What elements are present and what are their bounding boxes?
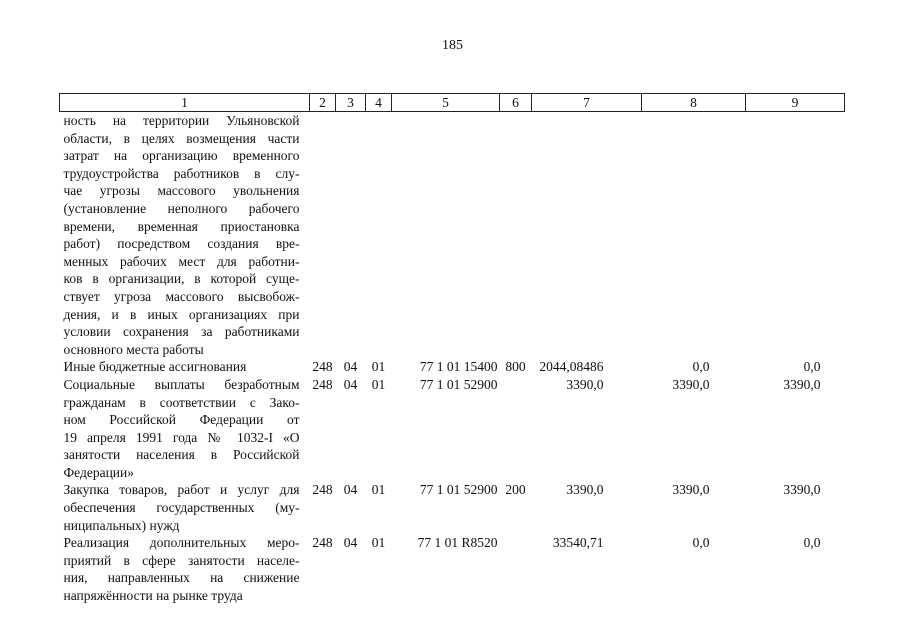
column-header-8: 8 (642, 94, 746, 112)
column-header-3: 3 (336, 94, 366, 112)
cell-col-6 (500, 112, 532, 359)
cell-col-4: 01 (371, 482, 386, 498)
cell-col-9: 3390,0 (783, 482, 821, 498)
description-line: Социальные выплаты безработным (63, 376, 300, 392)
cell-col-6 (500, 534, 532, 604)
cell-col-9: 0,0 (803, 535, 821, 551)
description-line: менных рабочих мест для работни- (63, 253, 300, 269)
description-line: ков в организации, в которой суще- (63, 271, 300, 287)
cell-col-7 (532, 112, 642, 359)
cell-col-3 (336, 112, 366, 359)
column-header-7: 7 (532, 94, 642, 112)
column-header-4: 4 (366, 94, 392, 112)
cell-col-2: 248 (312, 482, 333, 498)
cell-col-3: 04 (343, 535, 358, 551)
description-line: ность на территории Ульяновской (63, 113, 300, 128)
page-number: 185 (442, 38, 463, 53)
description-line: ствует угроза массового высвобож- (63, 288, 300, 304)
column-header-5: 5 (392, 94, 500, 112)
cell-col-3: 04 (343, 359, 358, 375)
cell-col-7: 3390,0 (566, 482, 604, 498)
description-line: напряжённости на рынке труда (63, 588, 243, 604)
cell-col-5: 77 1 01 R8520 (417, 535, 498, 551)
cell-col-5: 77 1 01 15400 (419, 359, 498, 375)
description-line: 19 апреля 1991 года № 1032-I «О (63, 429, 300, 445)
description-line: чае угрозы массового увольнения (63, 183, 300, 199)
description-line: ниципальных) нужд (63, 517, 180, 533)
description-line: занятости населения в Российской (63, 447, 300, 463)
cell-col-7: 3390,0 (566, 376, 604, 392)
cell-col-5: 77 1 01 52900 (419, 482, 498, 498)
cell-col-8: 3390,0 (672, 376, 710, 392)
row-description (60, 358, 310, 376)
cell-col-4: 01 (371, 359, 386, 375)
table-row (60, 376, 845, 482)
description-line: Иные бюджетные ассигнования (63, 359, 247, 375)
cell-col-3: 04 (343, 482, 358, 498)
cell-col-9 (746, 112, 845, 359)
cell-col-5: 77 1 01 52900 (419, 376, 498, 392)
description-line: времени, временная приостановка (63, 218, 300, 234)
column-header-9: 9 (746, 94, 845, 112)
cell-col-4: 01 (371, 535, 386, 551)
description-line: условии сохранения за работниками (63, 324, 300, 340)
table-body (60, 112, 845, 605)
table-row (60, 112, 845, 359)
row-description (60, 376, 310, 482)
row-description (60, 112, 310, 359)
cell-col-8: 0,0 (692, 535, 710, 551)
description-line: ном Российской Федерации от (63, 412, 300, 428)
cell-col-3: 04 (343, 376, 358, 392)
cell-col-8: 3390,0 (672, 482, 710, 498)
cell-col-2 (310, 112, 336, 359)
table-row (60, 481, 845, 534)
row-description (60, 534, 310, 604)
cell-col-5 (392, 112, 500, 359)
description-line: основного места работы (63, 341, 204, 357)
column-header-2: 2 (310, 94, 336, 112)
cell-col-7: 2044,08486 (539, 359, 604, 375)
description-line: Федерации» (63, 464, 135, 480)
description-line: трудоустройства работников в слу- (63, 165, 300, 181)
description-line: приятий в сфере занятости населе- (63, 552, 300, 568)
cell-col-6: 200 (505, 482, 526, 498)
cell-col-6 (500, 376, 532, 482)
cell-col-4: 01 (371, 376, 386, 392)
table-row (60, 358, 845, 376)
cell-col-2: 248 (312, 535, 333, 551)
description-line: затрат на организацию временного (63, 148, 300, 164)
cell-col-8 (642, 112, 746, 359)
cell-col-2: 248 (312, 359, 333, 375)
description-line: дения, и в иных организациях при (63, 306, 300, 322)
cell-col-9: 0,0 (803, 359, 821, 375)
description-line: Реализация дополнительных меро- (63, 535, 300, 551)
column-header-6: 6 (500, 94, 532, 112)
description-line: работ) посредством создания вре- (63, 236, 300, 252)
description-line: Закупка товаров, работ и услуг для (63, 482, 300, 498)
cell-col-7: 33540,71 (552, 535, 604, 551)
row-description (60, 481, 310, 534)
cell-col-2: 248 (312, 376, 333, 392)
description-line: гражданам в соответствии с Зако- (63, 394, 300, 410)
budget-table (59, 93, 845, 605)
column-header-1: 1 (60, 94, 310, 112)
description-line: области, в целях возмещения части (63, 130, 300, 146)
cell-col-9: 3390,0 (783, 376, 821, 392)
description-line: ния, направленных на снижение (63, 570, 300, 586)
table-row (60, 534, 845, 604)
cell-col-8: 0,0 (692, 359, 710, 375)
table-header-row (60, 94, 845, 112)
cell-col-4 (366, 112, 392, 359)
cell-col-6: 800 (505, 359, 526, 375)
description-line: (установление неполного рабочего (63, 200, 300, 216)
description-line: обеспечения государственных (му- (63, 500, 300, 516)
